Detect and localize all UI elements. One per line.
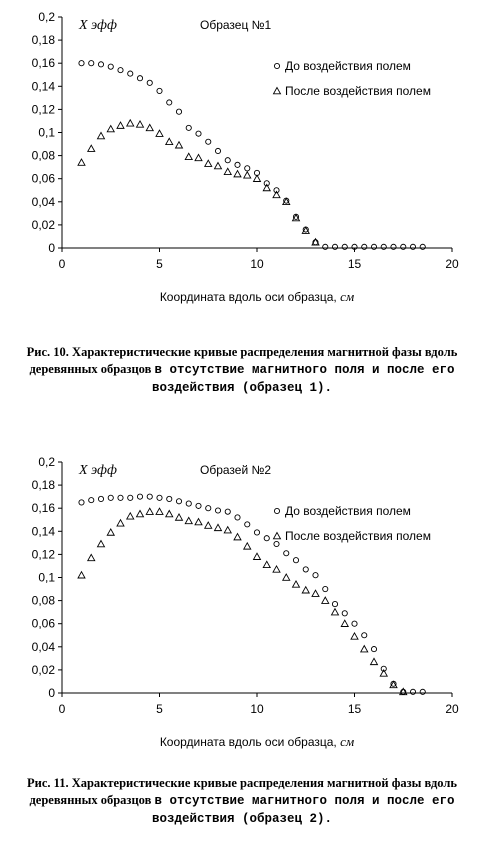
data-point-triangle	[78, 159, 85, 165]
data-point-triangle	[254, 175, 261, 181]
data-point-triangle	[263, 184, 270, 190]
data-point-triangle	[224, 168, 231, 174]
data-point-triangle	[107, 126, 114, 132]
data-point-circle	[89, 498, 94, 503]
data-point-circle	[293, 558, 298, 563]
legend-marker-circle	[274, 508, 279, 513]
x-tick-label: 0	[58, 257, 66, 271]
data-point-triangle	[234, 534, 241, 540]
data-point-triangle	[156, 130, 163, 136]
data-point-triangle	[127, 513, 134, 519]
data-point-circle	[186, 125, 191, 130]
data-point-circle	[323, 244, 328, 249]
data-point-circle	[245, 522, 250, 527]
y-tick-label: 0,06	[31, 616, 55, 631]
x-tick-label: 0	[58, 702, 66, 716]
data-point-triangle	[371, 658, 378, 664]
x-tick-label: 5	[156, 702, 163, 716]
data-point-circle	[147, 494, 152, 499]
chart-2	[0, 445, 484, 765]
data-point-circle	[137, 494, 142, 499]
data-point-circle	[342, 244, 347, 249]
data-point-triangle	[78, 572, 85, 578]
data-point-triangle	[185, 517, 192, 523]
x-axis-label: Координата вдоль оси образца, см	[159, 289, 355, 304]
caption-1-bold: Рис. 10. Характеристические кривые распределения магнитной фазы вдоль деревянных образцов	[26, 345, 458, 376]
data-point-triangle	[176, 142, 183, 148]
y-tick-label: 0,16	[31, 501, 55, 516]
y-tick-label: 0,2	[38, 10, 55, 24]
y-tick-label: 0,2	[38, 455, 55, 469]
data-point-circle	[401, 244, 406, 249]
data-point-circle	[381, 244, 386, 249]
data-point-triangle	[176, 514, 183, 520]
y-tick-label: 0,12	[31, 102, 55, 117]
data-point-triangle	[361, 646, 368, 652]
data-point-triangle	[166, 138, 173, 144]
data-point-circle	[147, 80, 152, 85]
data-point-circle	[89, 61, 94, 66]
data-point-triangle	[224, 527, 231, 533]
data-point-circle	[420, 689, 425, 694]
data-point-triangle	[244, 543, 251, 549]
data-point-triangle	[88, 145, 95, 151]
data-point-circle	[98, 496, 103, 501]
data-point-circle	[118, 495, 123, 500]
x-axis-unit: см	[340, 289, 355, 304]
data-point-triangle	[302, 587, 309, 593]
data-point-triangle	[205, 160, 212, 166]
y-tick-label: 0,02	[31, 662, 55, 677]
data-point-circle	[254, 530, 259, 535]
data-point-triangle	[156, 508, 163, 514]
figure-caption-2	[8, 775, 476, 828]
data-point-circle	[176, 109, 181, 114]
data-point-triangle	[234, 171, 241, 177]
y-tick-label: 0	[48, 686, 55, 700]
data-point-triangle	[166, 510, 173, 516]
data-point-circle	[371, 244, 376, 249]
data-point-triangle	[283, 574, 290, 580]
caption-2-bold: Рис. 11. Характеристические кривые распределения магнитной фазы вдоль деревянных образцов	[27, 776, 457, 807]
data-point-triangle	[215, 524, 222, 530]
data-point-triangle	[332, 609, 339, 615]
data-point-triangle	[293, 581, 300, 587]
data-point-triangle	[127, 120, 134, 126]
data-point-circle	[118, 68, 123, 73]
data-point-circle	[284, 551, 289, 556]
chart-2-svg	[0, 445, 484, 765]
data-point-circle	[362, 244, 367, 249]
data-point-circle	[206, 139, 211, 144]
y-tick-label: 0	[48, 241, 55, 255]
y-tick-label: 0,06	[31, 171, 55, 186]
x-tick-label: 20	[445, 702, 459, 716]
data-point-circle	[196, 503, 201, 508]
chart-1	[0, 0, 484, 320]
y-tick-label: 0,14	[31, 524, 55, 539]
data-point-triangle	[107, 529, 114, 535]
data-point-triangle	[254, 553, 261, 559]
data-point-triangle	[137, 510, 144, 516]
y-axis-label: X эфф	[79, 18, 117, 33]
y-tick-label: 0,08	[31, 148, 55, 163]
data-point-circle	[137, 76, 142, 81]
y-tick-label: 0,1	[38, 570, 55, 585]
data-point-circle	[410, 689, 415, 694]
data-point-triangle	[117, 520, 124, 526]
data-point-circle	[186, 501, 191, 506]
legend-marker-circle	[274, 63, 279, 68]
legend-label: До воздействия полем	[285, 504, 411, 518]
y-tick-label: 0,1	[38, 125, 55, 140]
data-point-triangle	[312, 590, 319, 596]
data-point-triangle	[263, 561, 270, 567]
data-point-circle	[410, 244, 415, 249]
data-point-circle	[342, 611, 347, 616]
data-point-circle	[245, 166, 250, 171]
legend-marker-triangle	[274, 88, 281, 94]
data-point-triangle	[322, 597, 329, 603]
caption-1-mono: в отсутствие магнитного поля и после его воздействия (образец 1).	[151, 363, 455, 395]
y-tick-label: 0,12	[31, 547, 55, 562]
data-point-circle	[362, 633, 367, 638]
y-tick-label: 0,14	[31, 79, 55, 94]
data-point-circle	[206, 506, 211, 511]
data-point-circle	[235, 162, 240, 167]
data-point-triangle	[117, 122, 124, 128]
data-point-circle	[128, 71, 133, 76]
data-point-triangle	[146, 508, 153, 514]
x-tick-label: 15	[347, 257, 362, 271]
data-point-circle	[157, 88, 162, 93]
legend-marker-triangle	[274, 533, 281, 539]
data-point-circle	[215, 148, 220, 153]
data-point-circle	[79, 500, 84, 505]
data-point-circle	[157, 495, 162, 500]
y-tick-label: 0,04	[31, 639, 55, 654]
y-tick-label: 0,02	[31, 217, 55, 232]
data-point-circle	[371, 647, 376, 652]
data-point-circle	[391, 244, 396, 249]
y-tick-label: 0,04	[31, 194, 55, 209]
data-point-triangle	[273, 191, 280, 197]
data-point-circle	[303, 567, 308, 572]
data-point-triangle	[205, 522, 212, 528]
y-tick-label: 0,08	[31, 593, 55, 608]
data-point-circle	[225, 158, 230, 163]
data-point-circle	[323, 586, 328, 591]
data-point-circle	[167, 496, 172, 501]
data-point-circle	[332, 601, 337, 606]
data-point-triangle	[195, 154, 202, 160]
data-point-circle	[215, 508, 220, 513]
data-point-circle	[79, 61, 84, 66]
data-point-circle	[264, 536, 269, 541]
legend-label: До воздействия полем	[285, 59, 411, 73]
data-point-triangle	[98, 132, 105, 138]
data-point-triangle	[88, 554, 95, 560]
data-point-circle	[98, 62, 103, 67]
data-point-circle	[176, 499, 181, 504]
caption-2-mono: в отсутствие магнитного поля и после его воздействия (образец 2).	[151, 794, 455, 826]
figure-caption-1	[8, 344, 476, 397]
legend-label: После воздействия полем	[285, 84, 431, 98]
data-point-circle	[332, 244, 337, 249]
legend-label: После воздействия полем	[285, 529, 431, 543]
data-point-triangle	[98, 541, 105, 547]
data-point-circle	[313, 573, 318, 578]
data-point-triangle	[215, 162, 222, 168]
x-tick-label: 10	[250, 257, 264, 271]
x-tick-label: 10	[250, 702, 264, 716]
chart-title: Образец №1	[200, 18, 272, 32]
data-point-triangle	[380, 670, 387, 676]
data-point-triangle	[146, 124, 153, 130]
x-axis-unit: см	[340, 734, 355, 749]
data-point-circle	[420, 244, 425, 249]
data-point-circle	[352, 621, 357, 626]
y-tick-label: 0,18	[31, 33, 55, 48]
data-point-circle	[128, 495, 133, 500]
y-axis-label: X эфф	[79, 463, 117, 478]
data-point-circle	[167, 100, 172, 105]
data-point-triangle	[273, 566, 280, 572]
data-point-circle	[108, 64, 113, 69]
y-tick-label: 0,18	[31, 478, 55, 493]
data-point-triangle	[195, 519, 202, 525]
data-point-triangle	[244, 172, 251, 178]
data-point-triangle	[341, 620, 348, 626]
data-point-triangle	[351, 633, 358, 639]
y-tick-label: 0,16	[31, 56, 55, 71]
data-point-circle	[225, 509, 230, 514]
x-tick-label: 15	[347, 702, 362, 716]
data-point-triangle	[137, 121, 144, 127]
x-axis-label: Координата вдоль оси образца, см	[159, 734, 355, 749]
data-point-circle	[108, 495, 113, 500]
chart-1-svg	[0, 0, 484, 320]
data-point-circle	[235, 515, 240, 520]
data-point-circle	[274, 541, 279, 546]
data-point-triangle	[185, 153, 192, 159]
chart-title: Образей №2	[200, 463, 272, 477]
x-tick-label: 20	[445, 257, 459, 271]
x-tick-label: 5	[156, 257, 163, 271]
data-point-circle	[196, 131, 201, 136]
